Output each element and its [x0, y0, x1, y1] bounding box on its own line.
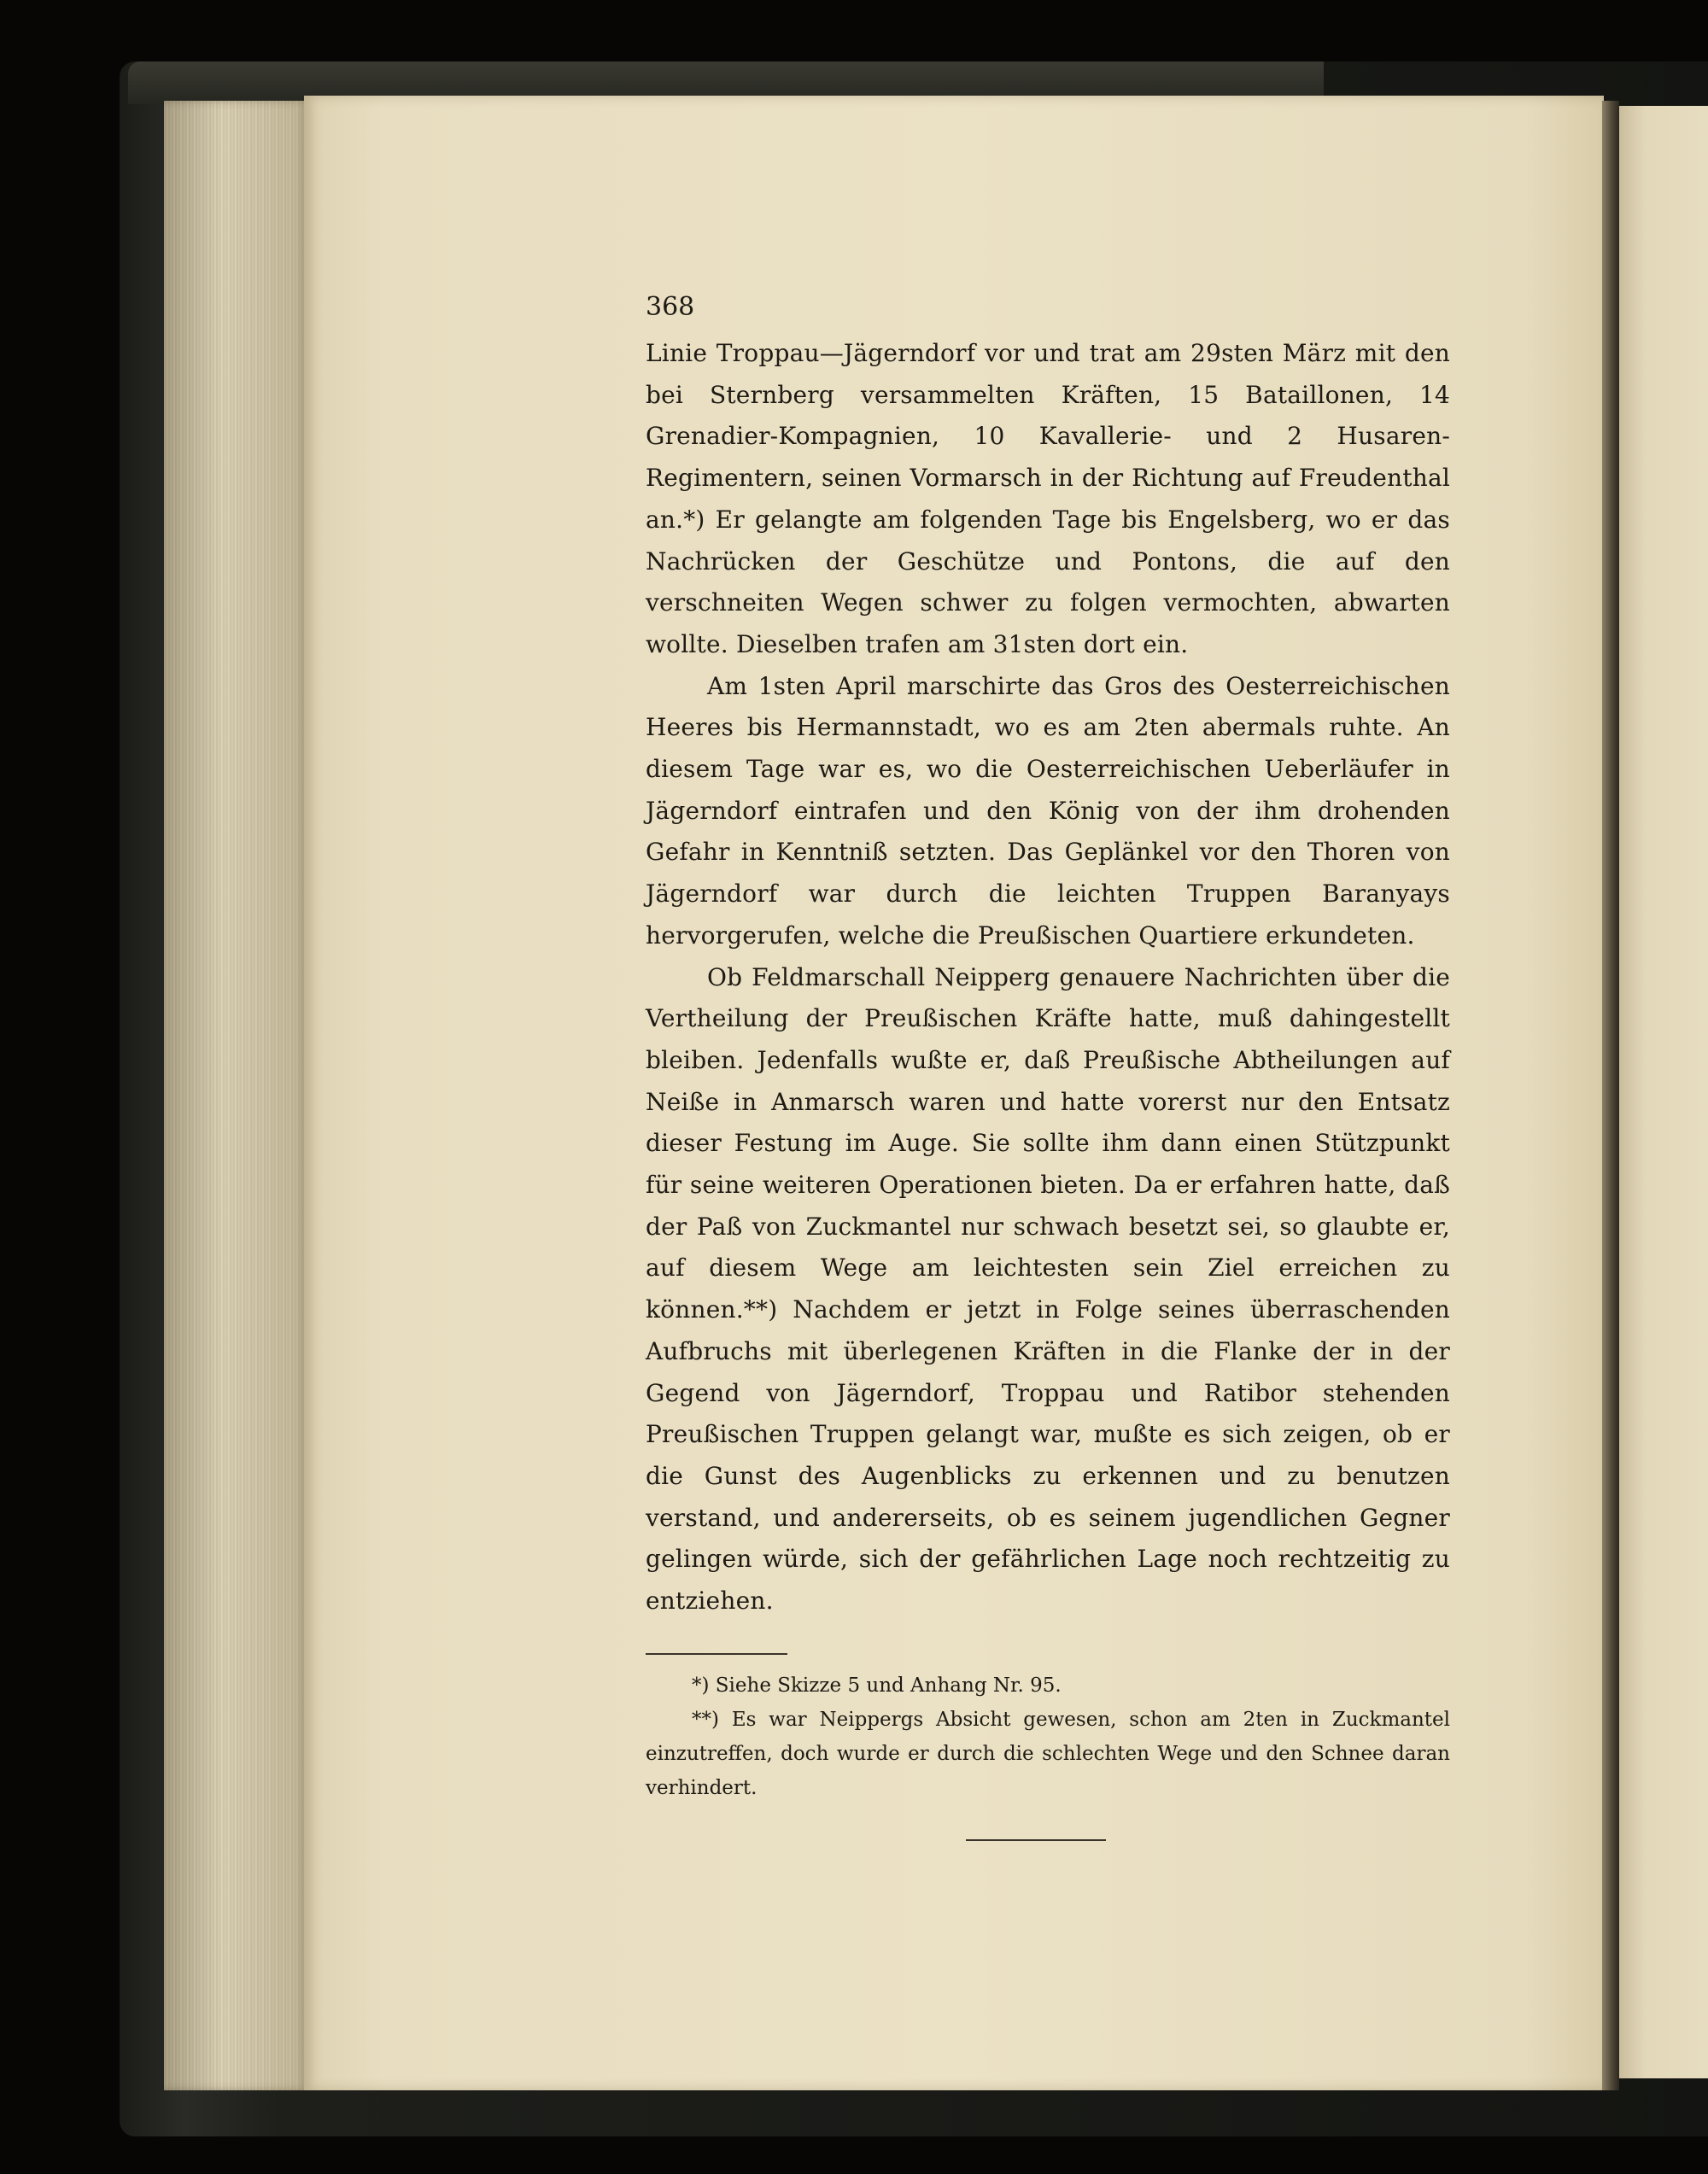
- page-number: 368: [646, 292, 695, 322]
- end-rule: [966, 1839, 1106, 1841]
- page-text-block: [646, 282, 1450, 1841]
- footnote-2: **) Es war Neippergs Absicht gewesen, schon am 2ten in Zuckmantel einzutreffen, doch wurde er durch die schlechten Wege und den Schnee daran verhindert.: [646, 1708, 1450, 1799]
- paragraph-3: Ob Feldmarschall Neipperg genauere Nachrichten über die Vertheilung der Preußischen Kräfte hatte, muß dahingestellt bleiben. Jedenfalls wußte er, daß Preußische Abtheilungen auf Neiße in Anmarsch waren und hatte vorerst nur den Entsatz dieser Festung im Auge. Sie sollte ihm dann einen Stützpunkt für seine weiteren Operationen bieten. Da er erfahren hatte, daß der Paß von Zuckmantel nur schwach besetzt sei, so glaubte er, auf diesem Wege am leichtesten sein Ziel erreichen zu können.**) Nachdem er jetzt in Folge seines überraschenden Aufbruchs mit überlegenen Kräften in die Flanke der in der Gegend von Jägerndorf, Troppau und Ratibor stehenden Preußischen Truppen gelangt war, mußte es sich zeigen, ob er die Gunst des Augenblicks zu erkennen und zu benutzen verstand, und andererseits, ob es seinem jugendlichen Gegner gelingen würde, sich der gefährlichen Lage noch rechtzeitig zu entziehen.: [646, 962, 1450, 1616]
- paragraph-2: Am 1sten April marschirte das Gros des Oesterreichischen Heeres bis Hermannstadt, wo es am 2ten abermals ruhte. An diesem Tage war es, wo die Oesterreichischen Ueberläufer in Jägerndorf eintrafen und den König von der ihm drohenden Gefahr in Kenntniß setzten. Das Geplänkel vor den Thoren von Jägerndorf war durch die leichten Truppen Baranyays hervorgerufen, welche die Preußischen Quartiere erkundeten.: [646, 671, 1450, 950]
- paragraph-1: Linie Troppau—Jägerndorf vor und trat am 29sten März mit den bei Sternberg versammelten Kräften, 15 Bataillonen, 14 Grenadier-Kompagnien, 10 Kavallerie- und 2 Husaren-Regimentern, seinen Vormarsch in der Richtung auf Freudenthal an.*) Er gelangte am folgenden Tage bis Engelsberg, wo er das Nachrücken der Geschütze und Pontons, die auf den verschneiten Wegen schwer zu folgen vermochten, abwarten wollte. Dieselben trafen am 31sten dort ein.: [646, 339, 1450, 658]
- footnote-separator: [646, 1653, 787, 1655]
- stacked-page-edges: [164, 101, 309, 2090]
- facing-page-edge: [1619, 106, 1708, 2078]
- book-gutter: [1602, 101, 1619, 2090]
- footnote-1: *) Siehe Skizze 5 und Anhang Nr. 95.: [692, 1674, 1062, 1697]
